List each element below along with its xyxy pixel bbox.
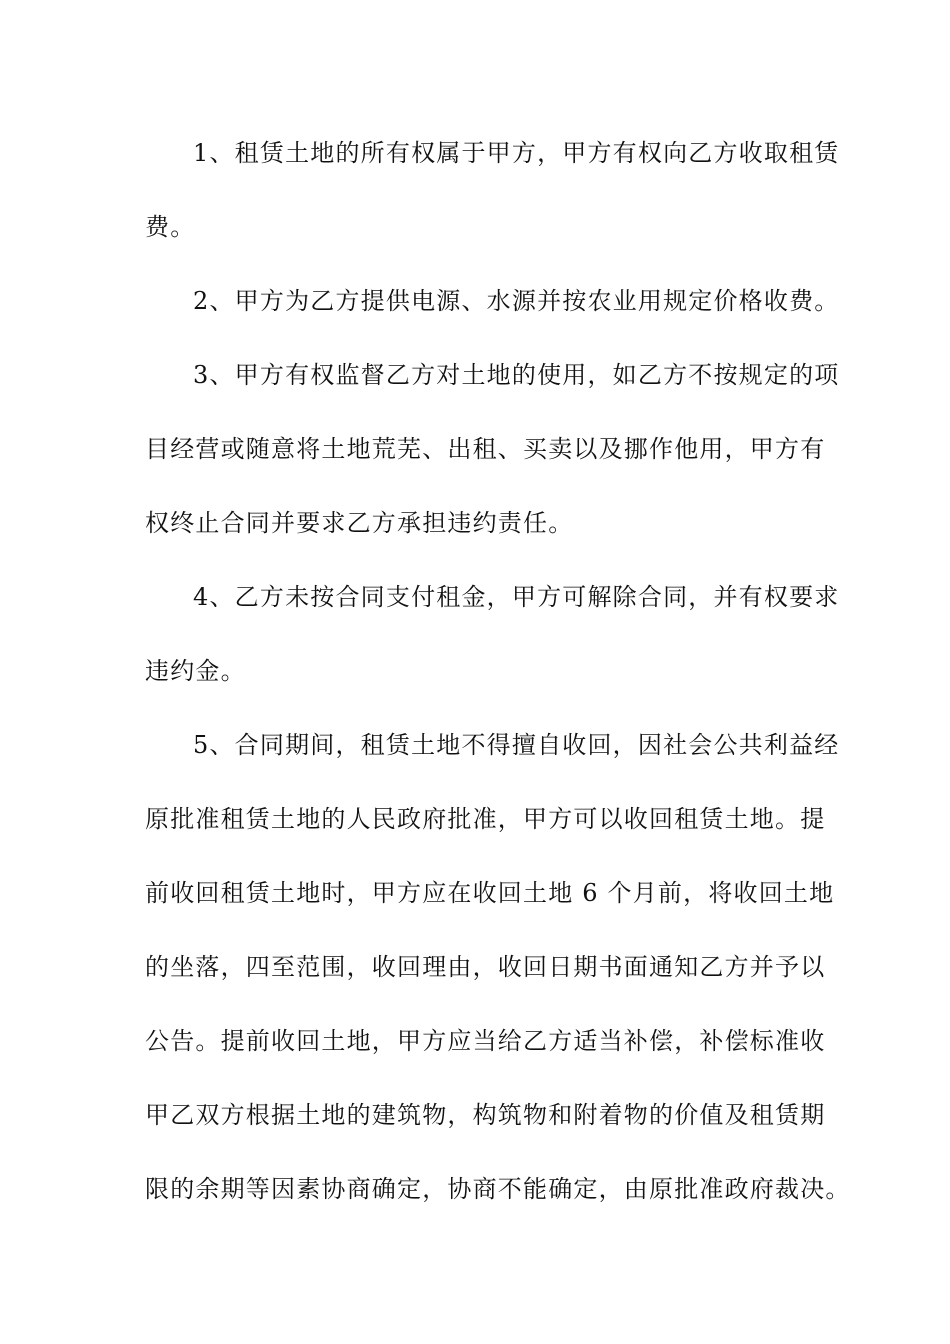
text-line-15: 限的余期等因素协商确定，协商不能确定，由原批准政府裁决。 xyxy=(145,1175,851,1203)
text-line-6: 权终止合同并要求乙方承担违约责任。 xyxy=(145,509,574,537)
text-line-10: 原批准租赁土地的人民政府批准，甲方可以收回租赁土地。提 xyxy=(145,805,826,833)
text-line-12: 的坐落，四至范围，收回理由，收回日期书面通知乙方并予以 xyxy=(145,953,826,981)
text-line-8: 违约金。 xyxy=(145,657,246,685)
text-line-3: 2、甲方为乙方提供电源、水源并按农业用规定价格收费。 xyxy=(193,287,840,315)
text-line-14: 甲乙双方根据土地的建筑物，构筑物和附着物的价值及租赁期 xyxy=(145,1101,826,1129)
text-line-4: 3、甲方有权监督乙方对土地的使用，如乙方不按规定的项 xyxy=(193,361,840,389)
text-line-2: 费。 xyxy=(145,213,196,241)
text-line-5: 目经营或随意将土地荒芜、出租、买卖以及挪作他用，甲方有 xyxy=(145,435,826,463)
text-line-9: 5、合同期间，租赁土地不得擅自收回，因社会公共利益经 xyxy=(193,731,840,759)
text-line-11: 前收回租赁土地时，甲方应在收回土地 6 个月前，将收回土地 xyxy=(145,879,835,907)
text-line-13: 公告。提前收回土地，甲方应当给乙方适当补偿，补偿标准收 xyxy=(145,1027,826,1055)
document-body xyxy=(145,133,851,1243)
text-line-1: 1、租赁土地的所有权属于甲方，甲方有权向乙方收取租赁 xyxy=(193,139,840,167)
text-line-7: 4、乙方未按合同支付租金，甲方可解除合同，并有权要求 xyxy=(193,583,840,611)
